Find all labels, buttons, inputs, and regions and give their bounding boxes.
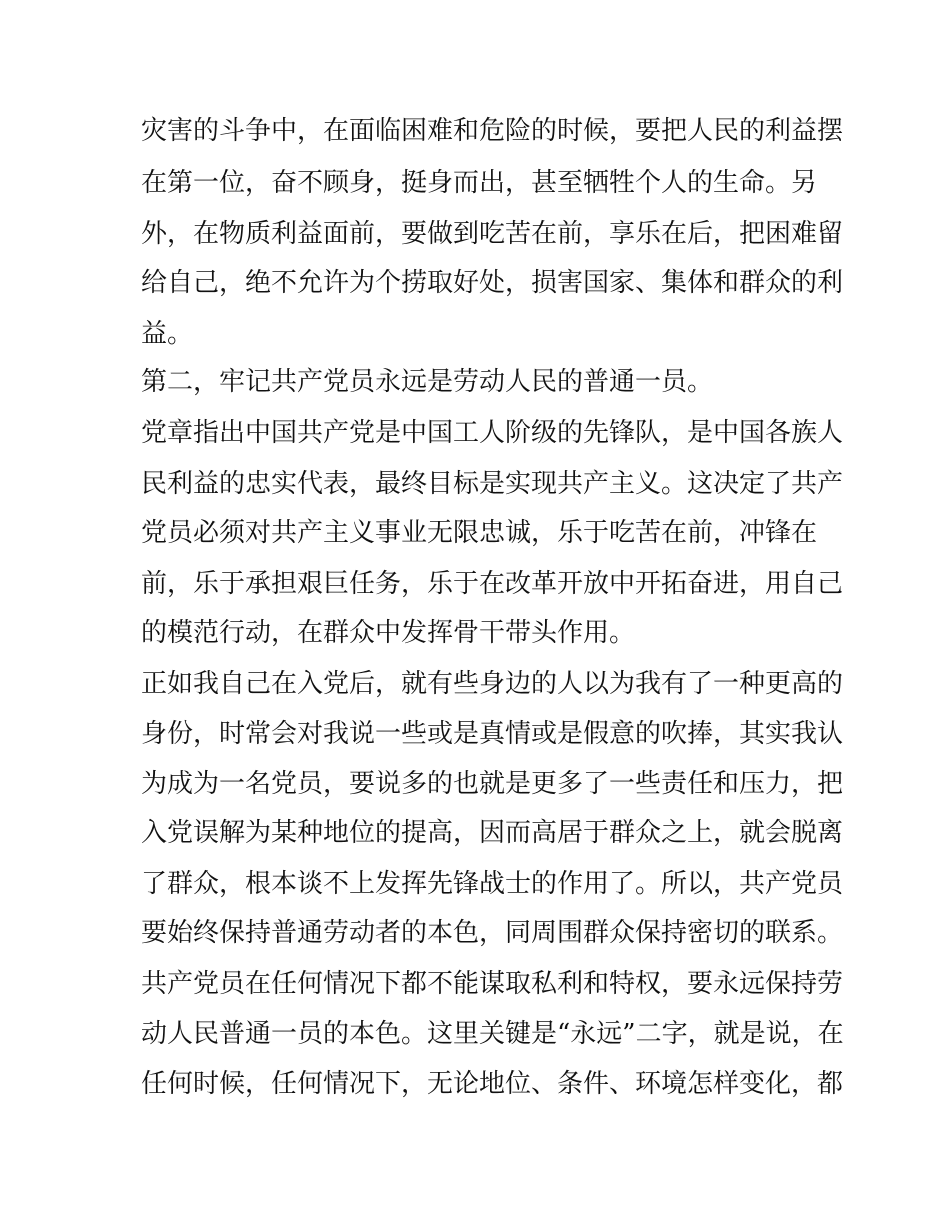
text-line: 党章指出中国共产党是中国工人阶级的先锋队，是中国各族人 [141,418,844,448]
text-line: 党员必须对共产主义事业无限忠诚，乐于吃苦在前，冲锋在 [141,518,818,548]
text-line: 任何时候，任何情况下，无论地位、条件、环境怎样变化，都 [141,1069,844,1099]
text-line: 的模范行动，在群众中发挥骨干带头作用。 [141,618,636,648]
text-line: 要始终保持普通劳动者的本色，同周围群众保持密切的联系。 [141,918,844,948]
text-line: 益。 [141,319,194,349]
section-heading: 第二，牢记共产党员永远是劳动人民的普通一员。 [141,367,714,397]
text-line: 民利益的忠实代表，最终目标是实现共产主义。这决定了共产 [141,469,844,499]
text-line: 为成为一名党员，要说多的也就是更多了一些责任和压力，把 [141,769,844,799]
text-line: 入党误解为某种地位的提高，因而高居于群众之上，就会脱离 [141,818,844,848]
text-line: 动人民普通一员的本色。这里关键是“永远”二字，就是说，在 [141,1019,844,1049]
text-line: 给自己，绝不允许为个捞取好处，损害国家、集体和群众的利 [141,268,844,298]
text-line: 在第一位，奋不顾身，挺身而出，甚至牺牲个人的生命。另 [141,168,818,198]
text-line: 共产党员在任何情况下都不能谋取私利和特权，要永远保持劳 [141,969,844,999]
text-line: 外，在物质利益面前，要做到吃苦在前，享乐在后，把困难留 [141,219,844,249]
text-line: 了群众，根本谈不上发挥先锋战士的作用了。所以，共产党员 [141,869,844,899]
text-line: 灾害的斗争中，在面临困难和危险的时候，要把人民的利益摆 [141,116,844,146]
text-line: 身份，时常会对我说一些或是真情或是假意的吹捧，其实我认 [141,719,844,749]
text-line: 前，乐于承担艰巨任务，乐于在改革开放中开拓奋进，用自己 [141,569,844,599]
text-line: 正如我自己在入党后，就有些身边的人以为我有了一种更高的 [141,669,844,699]
